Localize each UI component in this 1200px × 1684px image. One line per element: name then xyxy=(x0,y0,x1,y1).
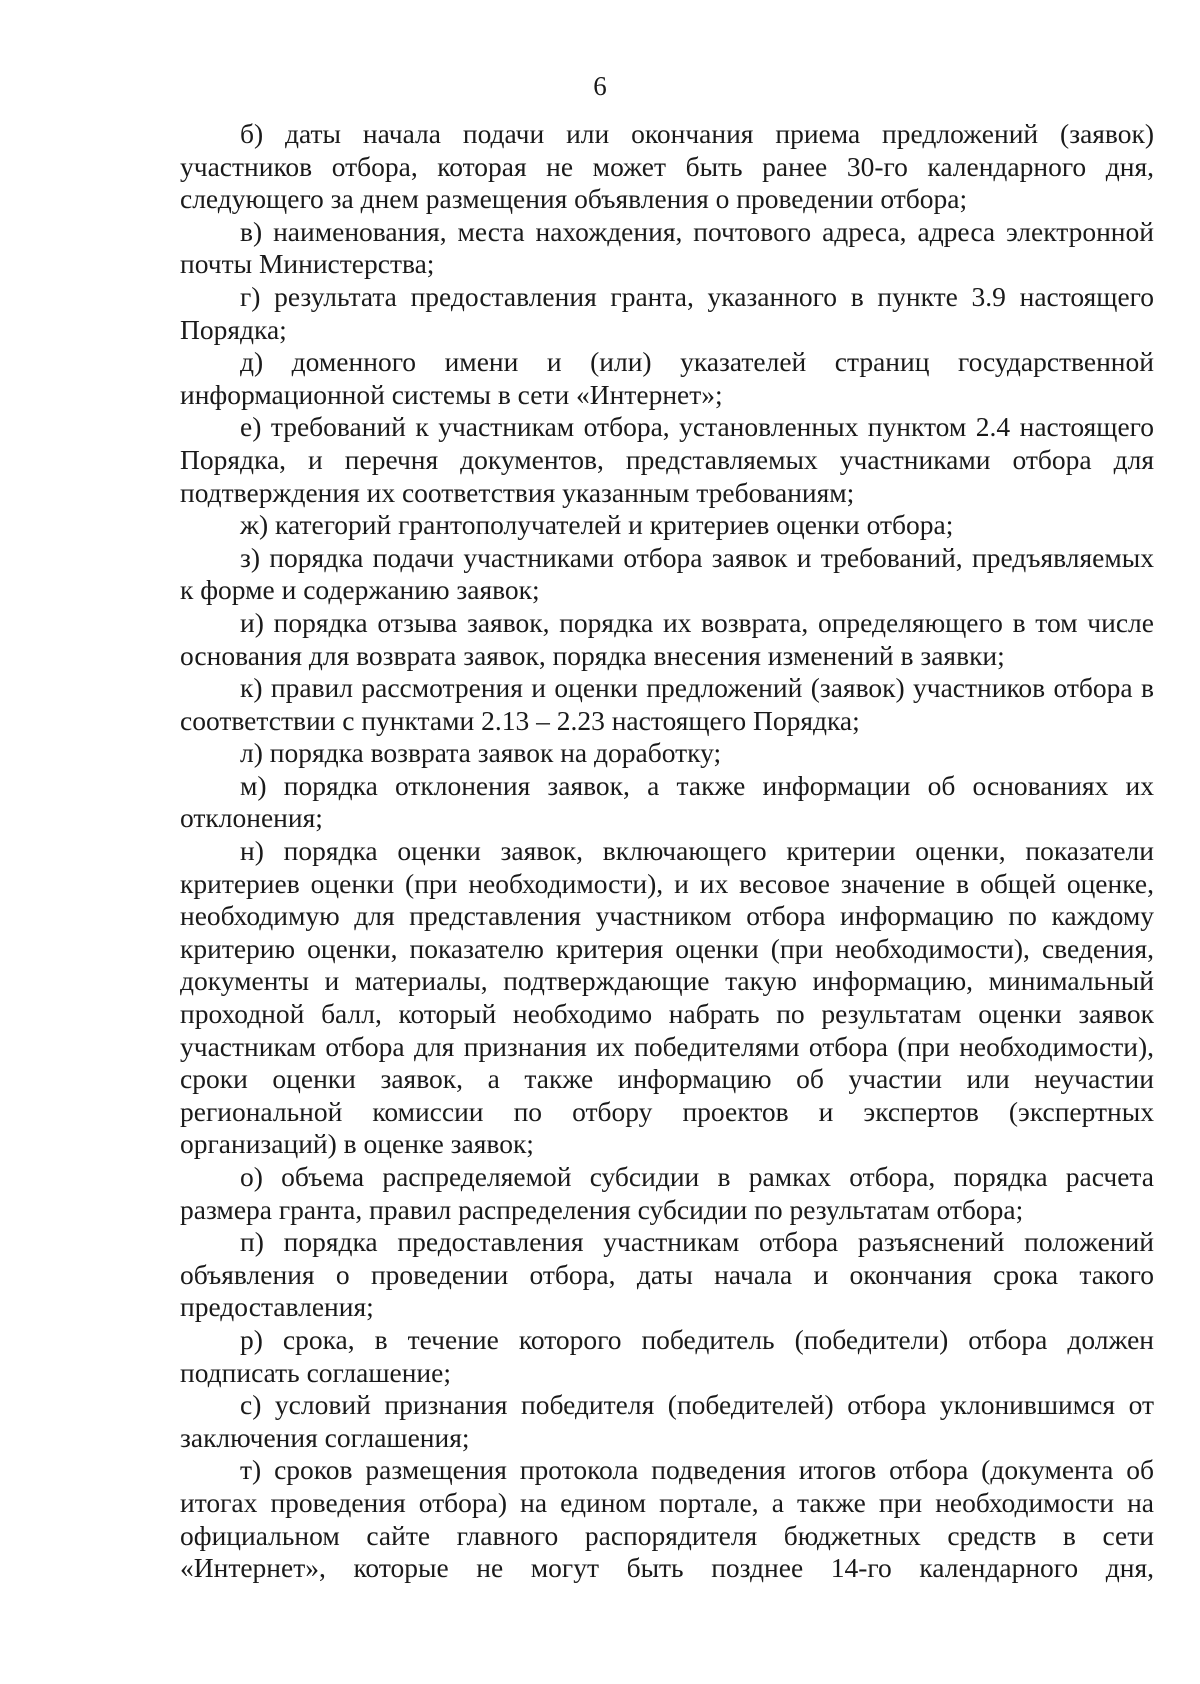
list-item-l: л) порядка возврата заявок на доработку; xyxy=(240,737,722,769)
list-item-z: з) порядка подачи участниками отбора заявок и требований, предъявляемых к форме и содержанию заявок; xyxy=(180,541,1154,606)
list-item-k: к) правил рассмотрения и оценки предложений (заявок) участников отбора в соответствии с пунктами 2.13 – 2.23 настоящего Порядка; xyxy=(180,672,1154,736)
list-item-e: е) требований к участникам отбора, установленных пунктом 2.4 настоящего Порядка, и перечня документов, представляемых участниками отбора для подтверждения их соответствия указанным требованиям; xyxy=(180,411,1154,508)
list-item-d: д) доменного имени и (или) указателей страниц государственной информационной системы в сети «Интернет»; xyxy=(180,346,1154,410)
list-item-i: и) порядка отзыва заявок, порядка их возврата, определяющего в том числе основания для возврата заявок, порядка внесения изменений в заявки; xyxy=(180,606,1154,671)
list-item-g: г) результата предоставления гранта, указанного в пункте 3.9 настоящего Порядка; xyxy=(180,280,1154,345)
document-body xyxy=(180,118,1154,1585)
list-item-n: н) порядка оценки заявок, включающего критерии оценки, показатели критериев оценки (при необходимости), и их весовое значение в общей оценке, необходимую для представления участником отбора информацию по каждому критерию оценки, показателю критерия оценки (при необходимости), сведения, документы и материалы, подтверждающие такую информацию, минимальный проходной балл, который необходимо набрать по результатам оценки заявок участникам отбора для признания их победителями отбора (при необходимости), сроки оценки заявок, а также информацию об участии или неучастии региональной комиссии по отбору проектов и экспертов (экспертных организаций) в оценке заявок; xyxy=(180,835,1154,1160)
list-item-o: о) объема распределяемой субсидии в рамках отбора, порядка расчета размера гранта, правил распределения субсидии по результатам отбора; xyxy=(180,1161,1154,1225)
list-item-m: м) порядка отклонения заявок, а также информации об основаниях их отклонения; xyxy=(180,769,1154,834)
list-item-b: б) даты начала подачи или окончания приема предложений (заявок) участников отбора, которая не может быть ранее 30-го календарного дня, следующего за днем размещения объявления о проведении отбора; xyxy=(180,118,1154,215)
list-item-r: р) срока, в течение которого победитель (победители) отбора должен подписать соглашение; xyxy=(180,1323,1154,1388)
list-item-zh: ж) категорий грантополучателей и критериев оценки отбора; xyxy=(240,509,954,541)
list-item-p: п) порядка предоставления участникам отбора разъяснений положений объявления о проведении отбора, даты начала и окончания срока такого предоставления; xyxy=(180,1226,1154,1323)
list-item-s: с) условий признания победителя (победителей) отбора уклонившимся от заключения соглашения; xyxy=(180,1389,1154,1453)
page-number: 6 xyxy=(593,71,607,101)
list-item-t: т) сроков размещения протокола подведения итогов отбора (документа об итогах проведения отбора) на едином портале, а также при необходимости на официальном сайте главного распорядителя бюджетных средств в сети «Интернет», которые не могут быть позднее 14-го календарного дня, xyxy=(180,1454,1154,1584)
list-item-v: в) наименования, места нахождения, почтового адреса, адреса электронной почты Министерства; xyxy=(180,215,1154,280)
